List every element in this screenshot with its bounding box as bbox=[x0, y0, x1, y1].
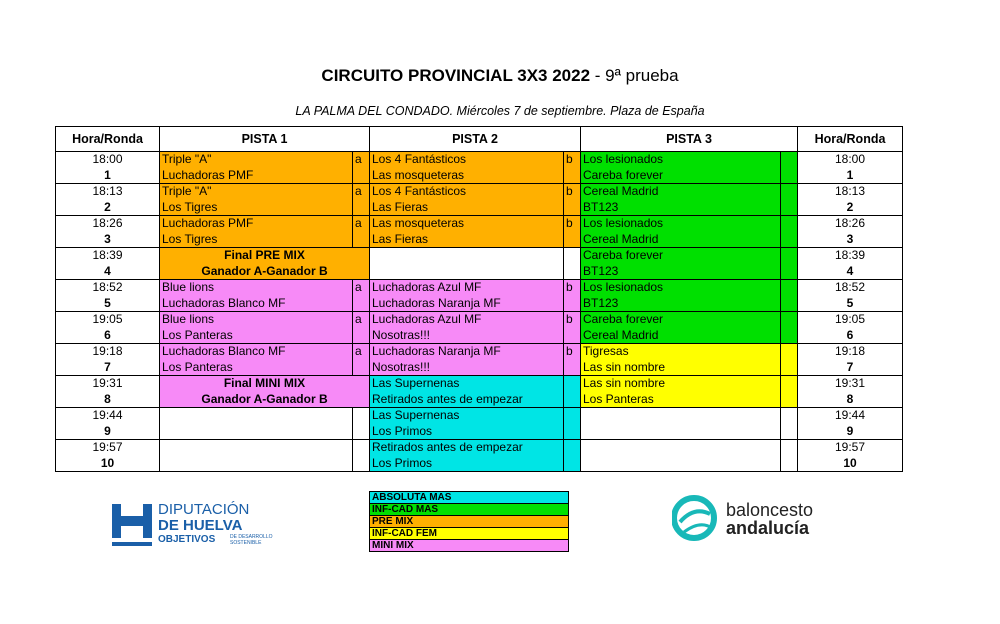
final-title: Final PRE MIX bbox=[224, 248, 305, 262]
table-row bbox=[56, 312, 903, 344]
category-legend bbox=[369, 491, 569, 552]
group-letter bbox=[781, 280, 783, 294]
match-cell bbox=[581, 376, 781, 408]
group-cell bbox=[353, 152, 370, 184]
round-number: 4 bbox=[104, 263, 111, 278]
time-text: 18:39 bbox=[834, 248, 866, 262]
group-cell bbox=[353, 344, 370, 376]
time-text: 18:26 bbox=[92, 216, 123, 230]
team-home: Los lesionados bbox=[583, 216, 664, 230]
team-home: Triple "A" bbox=[162, 152, 212, 166]
team-away: Los Tigres bbox=[162, 199, 218, 214]
group-letter: b bbox=[566, 312, 573, 326]
time-cell-right bbox=[798, 216, 903, 248]
round-number: 8 bbox=[104, 391, 111, 406]
match-cell bbox=[370, 344, 564, 376]
group-letter: b bbox=[566, 280, 573, 294]
group-cell bbox=[353, 184, 370, 216]
basketball-swirl-icon bbox=[674, 498, 714, 538]
group-cell bbox=[781, 376, 798, 408]
time-text: 18:00 bbox=[92, 152, 123, 166]
table-row bbox=[56, 280, 903, 312]
team-away: BT123 bbox=[583, 263, 619, 278]
svg-text:DE DESARROLLO: DE DESARROLLO bbox=[230, 534, 273, 540]
group-letter bbox=[781, 440, 783, 454]
team-away: Luchadoras Naranja MF bbox=[372, 295, 501, 310]
team-home: Los lesionados bbox=[583, 152, 664, 166]
group-cell bbox=[564, 152, 581, 184]
time-cell-right bbox=[798, 184, 903, 216]
match-cell bbox=[160, 184, 353, 216]
team-away: Las sin nombre bbox=[583, 359, 666, 374]
match-cell bbox=[581, 152, 781, 184]
team-home: Las sin nombre bbox=[583, 376, 666, 390]
round-number: 6 bbox=[104, 327, 111, 342]
time-text: 18:00 bbox=[834, 152, 866, 166]
group-cell bbox=[781, 184, 798, 216]
round-number: 7 bbox=[104, 359, 111, 374]
time-cell-left bbox=[56, 440, 160, 472]
legend-row bbox=[370, 528, 569, 540]
time-text: 19:31 bbox=[834, 376, 866, 390]
match-cell bbox=[581, 344, 781, 376]
group-cell bbox=[564, 280, 581, 312]
team-away: Nosotras!!! bbox=[372, 359, 431, 374]
team-away: Los Primos bbox=[372, 423, 433, 438]
round-number: 10 bbox=[100, 455, 115, 470]
team-home: Las Supernenas bbox=[372, 376, 460, 390]
match-cell bbox=[160, 344, 353, 376]
team-home: Las Supernenas bbox=[372, 408, 460, 422]
table-row bbox=[56, 248, 903, 280]
group-letter bbox=[781, 248, 783, 262]
time-text: 18:52 bbox=[834, 280, 866, 294]
match-cell bbox=[581, 248, 781, 280]
team-home: Tigresas bbox=[583, 344, 629, 358]
team-home: Los 4 Fantásticos bbox=[372, 184, 467, 198]
team-home: Careba forever bbox=[583, 312, 664, 326]
group-letter bbox=[781, 408, 783, 422]
team-home: Luchadoras PMF bbox=[162, 216, 254, 230]
svg-text:andalucía: andalucía bbox=[726, 518, 810, 538]
col-header-hora-right: Hora/Ronda bbox=[798, 127, 903, 152]
round-number: 7 bbox=[846, 359, 854, 374]
match-cell bbox=[160, 312, 353, 344]
group-letter: a bbox=[355, 216, 362, 230]
final-teams: Ganador A-Ganador B bbox=[201, 263, 328, 278]
team-home: Triple "A" bbox=[162, 184, 212, 198]
team-home: Las mosqueteras bbox=[372, 216, 465, 230]
svg-text:SOSTENIBLE: SOSTENIBLE bbox=[230, 540, 262, 546]
group-letter bbox=[781, 376, 783, 390]
group-letter: b bbox=[566, 344, 573, 358]
team-home: Careba forever bbox=[583, 248, 664, 262]
round-number: 10 bbox=[843, 455, 857, 470]
team-away: Nosotras!!! bbox=[372, 327, 431, 342]
team-home: Los 4 Fantásticos bbox=[372, 152, 467, 166]
time-cell-right bbox=[798, 440, 903, 472]
final-match-cell bbox=[160, 248, 370, 280]
team-away: Retirados antes de empezar bbox=[372, 391, 523, 406]
group-cell bbox=[781, 408, 798, 440]
table-row bbox=[56, 216, 903, 248]
team-away: Los Primos bbox=[372, 455, 433, 470]
team-away: Cereal Madrid bbox=[583, 327, 659, 342]
legend-item: MINI MIX bbox=[370, 540, 569, 552]
time-text: 18:13 bbox=[92, 184, 123, 198]
round-number: 6 bbox=[846, 327, 854, 342]
svg-text:OBJETIVOS: OBJETIVOS bbox=[158, 534, 216, 545]
team-home: Retirados antes de empezar bbox=[372, 440, 523, 454]
match-cell bbox=[370, 312, 564, 344]
round-number: 3 bbox=[104, 231, 111, 246]
group-letter: a bbox=[355, 280, 362, 294]
group-letter bbox=[564, 440, 566, 454]
schedule-table bbox=[55, 126, 903, 472]
legend-row bbox=[370, 504, 569, 516]
time-cell-left bbox=[56, 408, 160, 440]
time-cell-right bbox=[798, 376, 903, 408]
time-cell-left bbox=[56, 312, 160, 344]
group-cell bbox=[564, 184, 581, 216]
time-text: 19:44 bbox=[92, 408, 123, 422]
time-cell-right bbox=[798, 248, 903, 280]
table-row bbox=[56, 184, 903, 216]
team-away: Los Panteras bbox=[162, 327, 233, 342]
match-cell bbox=[370, 248, 564, 280]
team-home: Blue lions bbox=[162, 280, 215, 294]
team-home: Blue lions bbox=[162, 312, 215, 326]
group-letter bbox=[564, 408, 566, 422]
time-text: 19:18 bbox=[834, 344, 866, 358]
round-number: 8 bbox=[846, 391, 854, 406]
time-text: 18:39 bbox=[92, 248, 123, 262]
page-title: CIRCUITO PROVINCIAL 3X3 2022 - 9ª prueba bbox=[321, 66, 679, 85]
time-cell-left bbox=[56, 184, 160, 216]
time-text: 19:44 bbox=[834, 408, 866, 422]
match-cell bbox=[370, 216, 564, 248]
legend-row bbox=[370, 540, 569, 552]
group-letter: b bbox=[566, 152, 573, 166]
diputacion-huelva-logo bbox=[112, 498, 292, 548]
round-number: 1 bbox=[846, 167, 854, 182]
group-letter bbox=[781, 184, 783, 198]
svg-text:DIPUTACIÓN: DIPUTACIÓN bbox=[158, 501, 250, 518]
team-away: Las Fieras bbox=[372, 199, 429, 214]
group-cell bbox=[353, 408, 370, 440]
final-match-cell bbox=[160, 376, 370, 408]
group-letter bbox=[781, 344, 783, 358]
match-cell bbox=[581, 440, 781, 472]
group-letter bbox=[564, 376, 566, 390]
match-cell bbox=[370, 376, 564, 408]
group-cell bbox=[353, 312, 370, 344]
team-away: Las mosqueteras bbox=[372, 167, 465, 182]
team-away: Careba forever bbox=[583, 167, 664, 182]
team-home: Cereal Madrid bbox=[583, 184, 659, 198]
match-cell bbox=[160, 152, 353, 184]
round-number: 2 bbox=[104, 199, 111, 214]
svg-text:baloncesto: baloncesto bbox=[726, 500, 814, 520]
group-cell bbox=[781, 216, 798, 248]
header-row bbox=[56, 127, 903, 152]
time-cell-left bbox=[56, 152, 160, 184]
time-cell-right bbox=[798, 344, 903, 376]
group-cell bbox=[353, 440, 370, 472]
group-cell bbox=[781, 312, 798, 344]
round-number: 2 bbox=[846, 199, 854, 214]
group-letter bbox=[781, 216, 783, 230]
time-text: 19:57 bbox=[834, 440, 866, 454]
match-cell bbox=[581, 280, 781, 312]
time-text: 18:26 bbox=[834, 216, 866, 230]
group-cell bbox=[564, 312, 581, 344]
time-cell-right bbox=[798, 312, 903, 344]
group-cell bbox=[564, 344, 581, 376]
group-letter: a bbox=[355, 184, 362, 198]
match-cell bbox=[160, 216, 353, 248]
team-home: Los lesionados bbox=[583, 280, 664, 294]
group-letter: a bbox=[355, 152, 362, 166]
team-away: Cereal Madrid bbox=[583, 231, 659, 246]
match-cell bbox=[160, 408, 353, 440]
round-number: 1 bbox=[104, 167, 111, 182]
group-cell bbox=[564, 216, 581, 248]
page-subtitle: LA PALMA DEL CONDADO. Miércoles 7 de septiembre. Plaza de España bbox=[295, 104, 705, 118]
match-cell bbox=[370, 440, 564, 472]
group-letter: a bbox=[355, 312, 362, 326]
col-header-pista1: PISTA 1 bbox=[160, 127, 370, 152]
match-cell bbox=[581, 408, 781, 440]
match-cell bbox=[581, 312, 781, 344]
group-letter bbox=[353, 440, 355, 454]
match-cell bbox=[370, 408, 564, 440]
time-text: 18:52 bbox=[92, 280, 123, 294]
round-number: 5 bbox=[846, 295, 854, 310]
table-row bbox=[56, 440, 903, 472]
group-cell bbox=[564, 408, 581, 440]
legend-item: INF-CAD MAS bbox=[370, 504, 569, 516]
team-away: Los Panteras bbox=[162, 359, 233, 374]
group-letter bbox=[353, 408, 355, 422]
baloncesto-andalucia-logo bbox=[672, 488, 852, 548]
time-cell-right bbox=[798, 280, 903, 312]
group-cell bbox=[781, 280, 798, 312]
group-letter bbox=[781, 152, 783, 166]
time-text: 19:31 bbox=[92, 376, 123, 390]
group-letter: b bbox=[566, 184, 573, 198]
team-away: Las Fieras bbox=[372, 231, 429, 246]
team-away: Luchadoras Blanco MF bbox=[162, 295, 286, 310]
group-cell bbox=[781, 440, 798, 472]
round-number: 4 bbox=[846, 263, 854, 278]
team-away: BT123 bbox=[583, 199, 619, 214]
group-cell bbox=[353, 216, 370, 248]
time-cell-right bbox=[798, 152, 903, 184]
final-teams: Ganador A-Ganador B bbox=[201, 391, 328, 406]
team-away: Los Panteras bbox=[583, 391, 654, 406]
group-cell bbox=[781, 248, 798, 280]
time-text: 19:05 bbox=[834, 312, 866, 326]
team-away: Luchadoras PMF bbox=[162, 167, 254, 182]
round-number: 3 bbox=[846, 231, 854, 246]
group-letter bbox=[564, 248, 566, 262]
table-row bbox=[56, 408, 903, 440]
time-cell-left bbox=[56, 248, 160, 280]
round-number: 5 bbox=[104, 295, 111, 310]
group-cell bbox=[353, 280, 370, 312]
match-cell bbox=[160, 280, 353, 312]
svg-text:DE HUELVA: DE HUELVA bbox=[158, 517, 243, 534]
group-cell bbox=[781, 152, 798, 184]
team-away: BT123 bbox=[583, 295, 619, 310]
col-header-pista3: PISTA 3 bbox=[581, 127, 798, 152]
final-title: Final MINI MIX bbox=[223, 376, 306, 390]
team-home: Luchadoras Blanco MF bbox=[162, 344, 286, 358]
time-cell-left bbox=[56, 280, 160, 312]
group-letter: a bbox=[355, 344, 362, 358]
group-cell bbox=[781, 344, 798, 376]
table-row bbox=[56, 376, 903, 408]
match-cell bbox=[581, 184, 781, 216]
col-header-pista2: PISTA 2 bbox=[370, 127, 581, 152]
match-cell bbox=[581, 216, 781, 248]
group-cell bbox=[564, 440, 581, 472]
group-cell bbox=[564, 248, 581, 280]
time-text: 18:13 bbox=[834, 184, 866, 198]
col-header-hora-left: Hora/Ronda bbox=[56, 127, 160, 152]
group-letter: b bbox=[566, 216, 573, 230]
team-home: Luchadoras Azul MF bbox=[372, 280, 482, 294]
legend-row bbox=[370, 516, 569, 528]
time-cell-left bbox=[56, 376, 160, 408]
time-text: 19:57 bbox=[92, 440, 123, 454]
match-cell bbox=[160, 440, 353, 472]
legend-item: ABSOLUTA MAS bbox=[370, 492, 569, 504]
table-row bbox=[56, 344, 903, 376]
legend-item: INF-CAD FEM bbox=[370, 528, 569, 540]
time-cell-left bbox=[56, 344, 160, 376]
table-row bbox=[56, 152, 903, 184]
group-cell bbox=[564, 376, 581, 408]
team-away: Los Tigres bbox=[162, 231, 218, 246]
legend-item: PRE MIX bbox=[370, 516, 569, 528]
match-cell bbox=[370, 280, 564, 312]
team-home: Luchadoras Naranja MF bbox=[372, 344, 501, 358]
team-home: Luchadoras Azul MF bbox=[372, 312, 482, 326]
group-letter bbox=[781, 312, 783, 326]
match-cell bbox=[370, 184, 564, 216]
round-number: 9 bbox=[846, 423, 854, 438]
diputacion-h-mark bbox=[112, 504, 152, 538]
time-text: 19:18 bbox=[92, 344, 123, 358]
match-cell bbox=[370, 152, 564, 184]
time-cell-left bbox=[56, 216, 160, 248]
round-number: 9 bbox=[104, 423, 111, 438]
legend-row bbox=[370, 492, 569, 504]
time-text: 19:05 bbox=[92, 312, 123, 326]
time-cell-right bbox=[798, 408, 903, 440]
